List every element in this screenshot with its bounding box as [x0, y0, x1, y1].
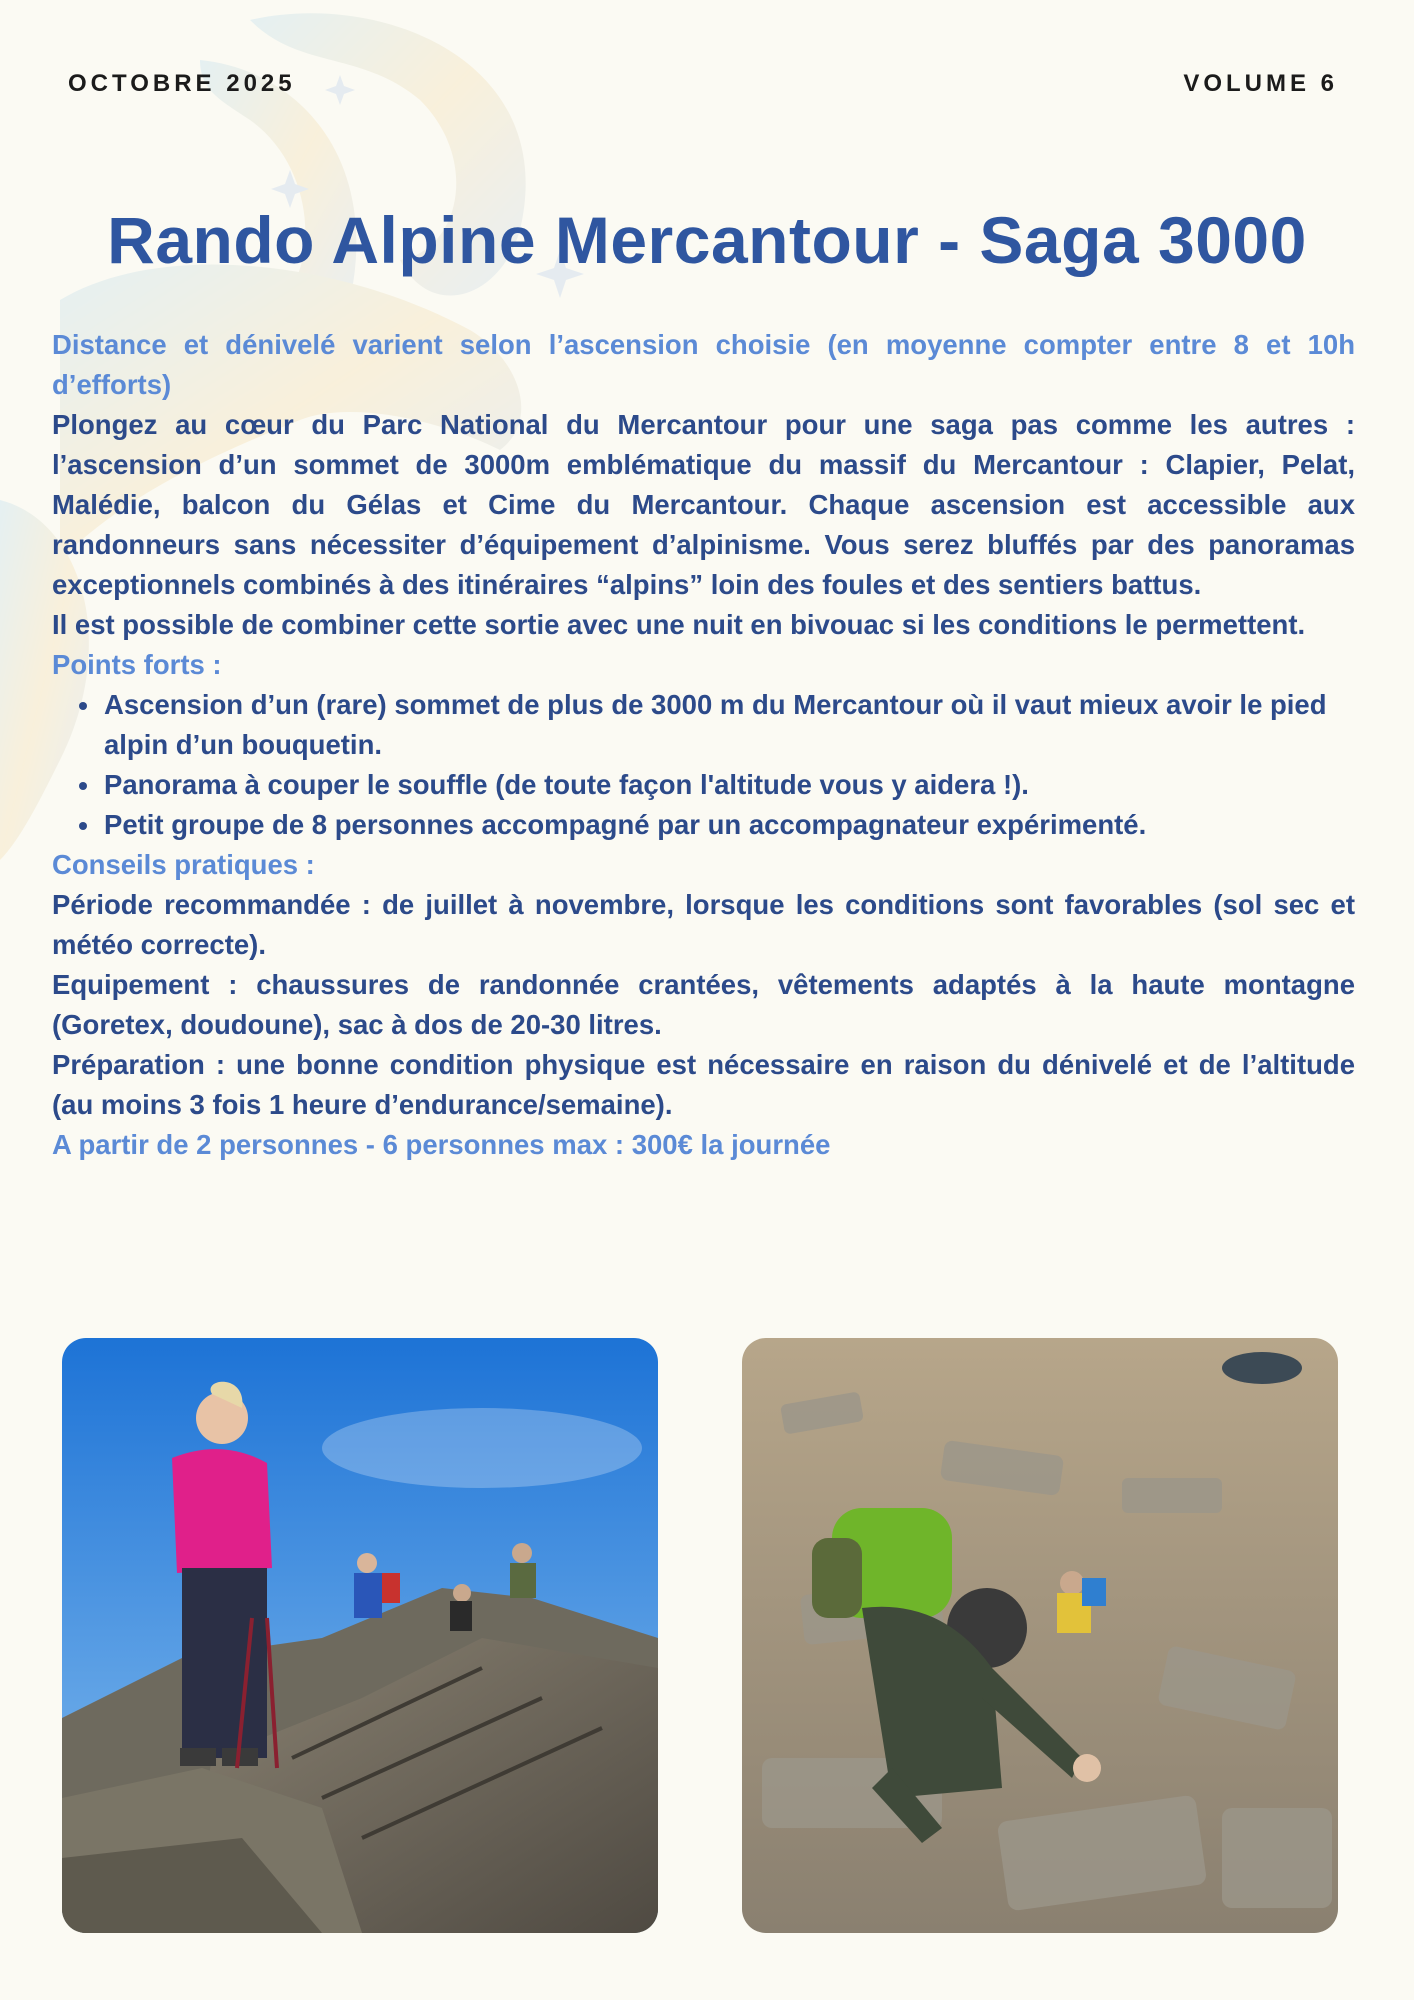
issue-volume: VOLUME 6 — [1183, 70, 1338, 97]
advice-heading: Conseils pratiques : — [52, 849, 315, 880]
bivouac-text: Il est possible de combiner cette sortie avec une nuit en bivouac si les conditions le permettent. — [52, 609, 1306, 640]
advice-period: Période recommandée : de juillet à novembre, lorsque les conditions sont favorables (sol sec et météo correcte). — [52, 889, 1355, 960]
list-item: • Panorama à couper le souffle (de toute façon l'altitude vous y aidera !). — [102, 765, 1355, 805]
advice-preparation: Préparation : une bonne condition physique est nécessaire en raison du dénivelé et de l’altitude (au moins 3 fois 1 heure d’endurance/semaine). — [52, 1049, 1355, 1120]
photo-hikers-ridge — [62, 1338, 658, 1933]
page-title: Rando Alpine Mercantour - Saga 3000 — [107, 203, 1307, 277]
main-content — [52, 325, 1355, 1165]
intro-text: Distance et dénivelé varient selon l’ascension choisie (en moyenne compter entre 8 et 10h d’efforts) — [52, 329, 1355, 400]
highlights-heading: Points forts : — [52, 649, 222, 680]
highlights-list — [52, 685, 1355, 845]
list-item: • Ascension d’un (rare) sommet de plus de 3000 m du Mercantour où il vaut mieux avoir le pied alpin d’un bouquetin. — [102, 685, 1355, 765]
issue-date: OCTOBRE 2025 — [68, 70, 296, 97]
price-text: A partir de 2 personnes - 6 personnes max : 300€ la journée — [52, 1129, 831, 1160]
advice-equipment: Equipement : chaussures de randonnée crantées, vêtements adaptés à la haute montagne (Goretex, doudoune), sac à dos de 20-30 litres. — [52, 969, 1355, 1040]
list-item: • Petit groupe de 8 personnes accompagné par un accompagnateur expérimenté. — [102, 805, 1355, 845]
description-text: Plongez au cœur du Parc National du Mercantour pour une saga pas comme les autres : l’ascension d’un sommet de 3000m emblématique du massif du Mercantour : Clapier, Pelat, Malédie, balcon du Gélas et Cime du Mercantour. Chaque ascension est accessible aux randonneurs sans nécessiter d’équipement d’alpinisme. Vous serez bluffés par des panoramas exceptionnels combinés à des itinéraires “alpins” loin des foules et des sentiers battus. — [52, 409, 1355, 600]
photo-hikers-scree — [742, 1338, 1338, 1933]
